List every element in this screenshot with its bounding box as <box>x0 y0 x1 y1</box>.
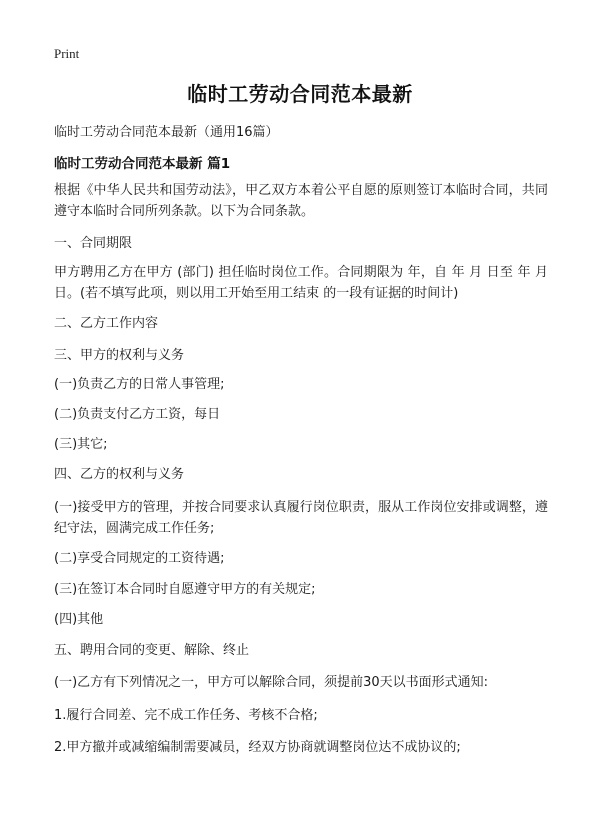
list-item: (四)其他 <box>54 612 104 627</box>
clause-heading-work-content: 二、乙方工作内容 <box>54 316 159 331</box>
list-item: 1.履行合同差、完不成工作任务、考核不合格; <box>54 708 318 723</box>
list-item: (二)负责支付乙方工资，每日 <box>54 407 221 422</box>
clause-heading-party-a-rights: 三、甲方的权利与义务 <box>54 348 185 363</box>
paragraph-preamble: 根据《中华人民共和国劳动法》，甲乙双方本着公平自愿的原则签订本临时合同，共同遵守本临时合同所列条款。以下为合同条款。 <box>54 183 548 219</box>
list-item: (三)在签订本合同时自愿遵守甲方的有关规定; <box>54 582 316 597</box>
list-item: (一)乙方有下列情况之一，甲方可以解除合同，须提前30天以书面形式通知: <box>54 675 489 690</box>
list-item: (三)其它; <box>54 437 108 452</box>
list-item: (一)接受甲方的管理，并按合同要求认真履行岗位职责，服从工作岗位安排或调整，遵纪守法，圆满完成工作任务; <box>54 500 548 536</box>
print-link[interactable]: Print <box>54 46 80 61</box>
list-item: (二)享受合同规定的工资待遇; <box>54 551 225 566</box>
document-subtitle: 临时工劳动合同范本最新（通用16篇） <box>54 125 279 140</box>
section-heading: 临时工劳动合同范本最新 篇1 <box>54 156 231 172</box>
paragraph-term: 甲方聘用乙方在甲方 (部门) 担任临时岗位工作。合同期限为 年，自 年 月 日至 年 月 日。(若不填写此项，则以用工开始至用工结束 的一段有证据的时间计) <box>54 265 548 301</box>
document-title: 临时工劳动合同范本最新 <box>187 82 413 106</box>
list-item: (一)负责乙方的日常人事管理; <box>54 377 225 392</box>
clause-heading-party-b-rights: 四、乙方的权利与义务 <box>54 467 185 482</box>
clause-heading-contract-changes: 五、聘用合同的变更、解除、终止 <box>54 643 250 658</box>
clause-heading-term: 一、合同期限 <box>54 236 133 251</box>
list-item: 2.甲方撤并或减缩编制需要减员，经双方协商就调整岗位达不成协议的; <box>54 740 461 755</box>
